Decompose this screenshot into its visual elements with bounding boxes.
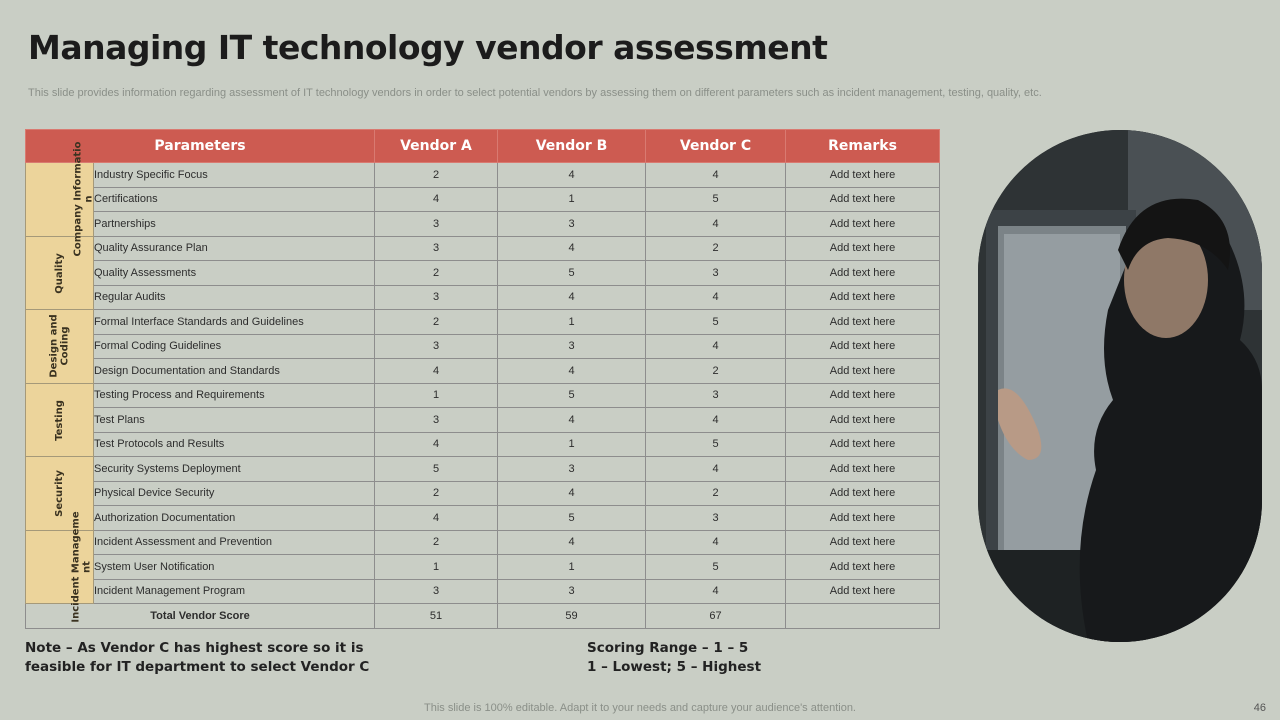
total-vendor-b: 59 xyxy=(498,604,646,629)
remark-cell: Add text here xyxy=(786,481,940,506)
table-row xyxy=(26,334,940,359)
vendor-b-score: 4 xyxy=(498,236,646,261)
parameter-cell: Formal Interface Standards and Guidelines xyxy=(94,310,375,335)
parameter-cell: Security Systems Deployment xyxy=(94,457,375,482)
vendor-b-score: 1 xyxy=(498,187,646,212)
scoring-line-1: Scoring Range – 1 – 5 xyxy=(587,640,749,656)
footer-text: This slide is 100% editable. Adapt it to your needs and capture your audience's attention. xyxy=(424,702,856,714)
vendor-b-score: 4 xyxy=(498,530,646,555)
table-row xyxy=(26,261,940,286)
vendor-c-score: 5 xyxy=(646,432,786,457)
parameter-cell: Formal Coding Guidelines xyxy=(94,334,375,359)
vendor-a-score: 5 xyxy=(375,457,498,482)
table-row xyxy=(26,481,940,506)
vendor-c-score: 3 xyxy=(646,261,786,286)
vendor-assessment-table xyxy=(25,129,940,629)
page-subtitle: This slide provides information regarding assessment of IT technology vendors in order to select potential vendors by assessing them on different parameters such as incident management, testing, quality, etc. xyxy=(28,87,1042,99)
parameter-cell: Testing Process and Requirements xyxy=(94,383,375,408)
parameter-cell: Quality Assurance Plan xyxy=(94,236,375,261)
page-number: 46 xyxy=(1253,702,1266,714)
scoring-line-2: 1 – Lowest; 5 – Highest xyxy=(587,659,762,675)
scoring-range xyxy=(587,639,761,677)
parameter-cell: Incident Assessment and Prevention xyxy=(94,530,375,555)
remark-cell: Add text here xyxy=(786,383,940,408)
category-cell xyxy=(26,511,94,623)
parameter-cell: Test Plans xyxy=(94,408,375,433)
remark-cell: Add text here xyxy=(786,212,940,237)
vendor-b-score: 5 xyxy=(498,383,646,408)
vendor-a-score: 3 xyxy=(375,285,498,310)
table-row xyxy=(26,383,940,408)
table-row xyxy=(26,285,940,310)
category-label: Quality xyxy=(54,252,65,294)
note-line-2: feasible for IT department to select Vendor C xyxy=(25,659,370,675)
vendor-c-score: 2 xyxy=(646,481,786,506)
vendor-a-score: 4 xyxy=(375,187,498,212)
category-label: Company Informatio n xyxy=(72,141,95,257)
vendor-b-score: 4 xyxy=(498,408,646,433)
remark-cell: Add text here xyxy=(786,334,940,359)
category-label: Security xyxy=(53,470,65,518)
table-row xyxy=(26,359,940,384)
vendor-b-score: 3 xyxy=(498,212,646,237)
parameter-cell: Test Protocols and Results xyxy=(94,432,375,457)
parameter-cell: Design Documentation and Standards xyxy=(94,359,375,384)
vendor-c-score: 5 xyxy=(646,187,786,212)
vendor-c-score: 4 xyxy=(646,285,786,310)
category-label: Testing xyxy=(54,399,65,441)
header-vendor-b: Vendor B xyxy=(498,130,646,163)
note-line-1: Note – As Vendor C has highest score so it is xyxy=(25,640,364,656)
parameter-cell: Quality Assessments xyxy=(94,261,375,286)
vendor-a-score: 3 xyxy=(375,236,498,261)
vendor-b-score: 4 xyxy=(498,481,646,506)
remark-cell: Add text here xyxy=(786,555,940,580)
vendor-c-score: 4 xyxy=(646,163,786,188)
parameter-cell: Partnerships xyxy=(94,212,375,237)
vendor-b-score: 4 xyxy=(498,359,646,384)
table-row xyxy=(26,457,940,482)
remark-cell: Add text here xyxy=(786,359,940,384)
table-row xyxy=(26,310,940,335)
vendor-b-score: 4 xyxy=(498,163,646,188)
table-row xyxy=(26,555,940,580)
page-title: Managing IT technology vendor assessment xyxy=(28,28,828,67)
vendor-c-score: 2 xyxy=(646,236,786,261)
parameter-cell: Incident Management Program xyxy=(94,579,375,604)
vendor-b-score: 1 xyxy=(498,432,646,457)
vendor-b-score: 3 xyxy=(498,457,646,482)
vendor-c-score: 5 xyxy=(646,310,786,335)
vendor-b-score: 5 xyxy=(498,261,646,286)
vendor-c-score: 4 xyxy=(646,530,786,555)
vendor-c-score: 4 xyxy=(646,408,786,433)
category-label: Design and Coding xyxy=(48,314,71,378)
parameter-cell: Authorization Documentation xyxy=(94,506,375,531)
vendor-c-score: 5 xyxy=(646,555,786,580)
vendor-a-score: 4 xyxy=(375,506,498,531)
vendor-b-score: 1 xyxy=(498,310,646,335)
vendor-a-score: 3 xyxy=(375,334,498,359)
total-remark xyxy=(786,604,940,629)
vendor-a-score: 3 xyxy=(375,212,498,237)
header-vendor-a: Vendor A xyxy=(375,130,498,163)
table-header-row xyxy=(26,130,940,163)
total-label: Total Vendor Score xyxy=(26,604,375,629)
table-row xyxy=(26,163,940,188)
note-text xyxy=(25,639,369,677)
parameter-cell: Regular Audits xyxy=(94,285,375,310)
vendor-a-score: 2 xyxy=(375,261,498,286)
parameter-cell: System User Notification xyxy=(94,555,375,580)
vendor-b-score: 4 xyxy=(498,285,646,310)
total-vendor-a: 51 xyxy=(375,604,498,629)
vendor-a-score: 2 xyxy=(375,163,498,188)
remark-cell: Add text here xyxy=(786,187,940,212)
vendor-c-score: 4 xyxy=(646,334,786,359)
category-label: Incident Manageme nt xyxy=(70,511,93,623)
category-cell xyxy=(26,141,95,257)
parameter-cell: Physical Device Security xyxy=(94,481,375,506)
vendor-b-score: 3 xyxy=(498,334,646,359)
table-row xyxy=(26,212,940,237)
header-vendor-c: Vendor C xyxy=(646,130,786,163)
table-row xyxy=(26,187,940,212)
vendor-c-score: 2 xyxy=(646,359,786,384)
parameter-cell: Industry Specific Focus xyxy=(94,163,375,188)
remark-cell: Add text here xyxy=(786,457,940,482)
remark-cell: Add text here xyxy=(786,261,940,286)
remark-cell: Add text here xyxy=(786,432,940,457)
table-row xyxy=(26,408,940,433)
vendor-a-score: 1 xyxy=(375,555,498,580)
category-cell xyxy=(26,310,94,384)
vendor-a-score: 4 xyxy=(375,359,498,384)
vendor-a-score: 2 xyxy=(375,310,498,335)
vendor-a-score: 3 xyxy=(375,408,498,433)
table-row xyxy=(26,579,940,604)
vendor-a-score: 1 xyxy=(375,383,498,408)
person-photo xyxy=(978,130,1262,642)
person-at-computer-image xyxy=(978,130,1262,642)
vendor-b-score: 5 xyxy=(498,506,646,531)
table-row xyxy=(26,506,940,531)
vendor-c-score: 3 xyxy=(646,383,786,408)
vendor-b-score: 1 xyxy=(498,555,646,580)
total-row xyxy=(26,604,940,629)
remark-cell: Add text here xyxy=(786,163,940,188)
vendor-c-score: 3 xyxy=(646,506,786,531)
table-row xyxy=(26,432,940,457)
vendor-a-score: 2 xyxy=(375,530,498,555)
vendor-c-score: 4 xyxy=(646,457,786,482)
parameter-cell: Certifications xyxy=(94,187,375,212)
table-row xyxy=(26,530,940,555)
vendor-c-score: 4 xyxy=(646,212,786,237)
table-row xyxy=(26,236,940,261)
vendor-c-score: 4 xyxy=(646,579,786,604)
vendor-b-score: 3 xyxy=(498,579,646,604)
remark-cell: Add text here xyxy=(786,310,940,335)
remark-cell: Add text here xyxy=(786,530,940,555)
vendor-a-score: 3 xyxy=(375,579,498,604)
remark-cell: Add text here xyxy=(786,236,940,261)
remark-cell: Add text here xyxy=(786,579,940,604)
header-remarks: Remarks xyxy=(786,130,940,163)
vendor-a-score: 2 xyxy=(375,481,498,506)
category-cell xyxy=(26,383,94,457)
vendor-a-score: 4 xyxy=(375,432,498,457)
remark-cell: Add text here xyxy=(786,506,940,531)
total-vendor-c: 67 xyxy=(646,604,786,629)
header-parameters: Parameters xyxy=(26,130,375,163)
remark-cell: Add text here xyxy=(786,285,940,310)
remark-cell: Add text here xyxy=(786,408,940,433)
